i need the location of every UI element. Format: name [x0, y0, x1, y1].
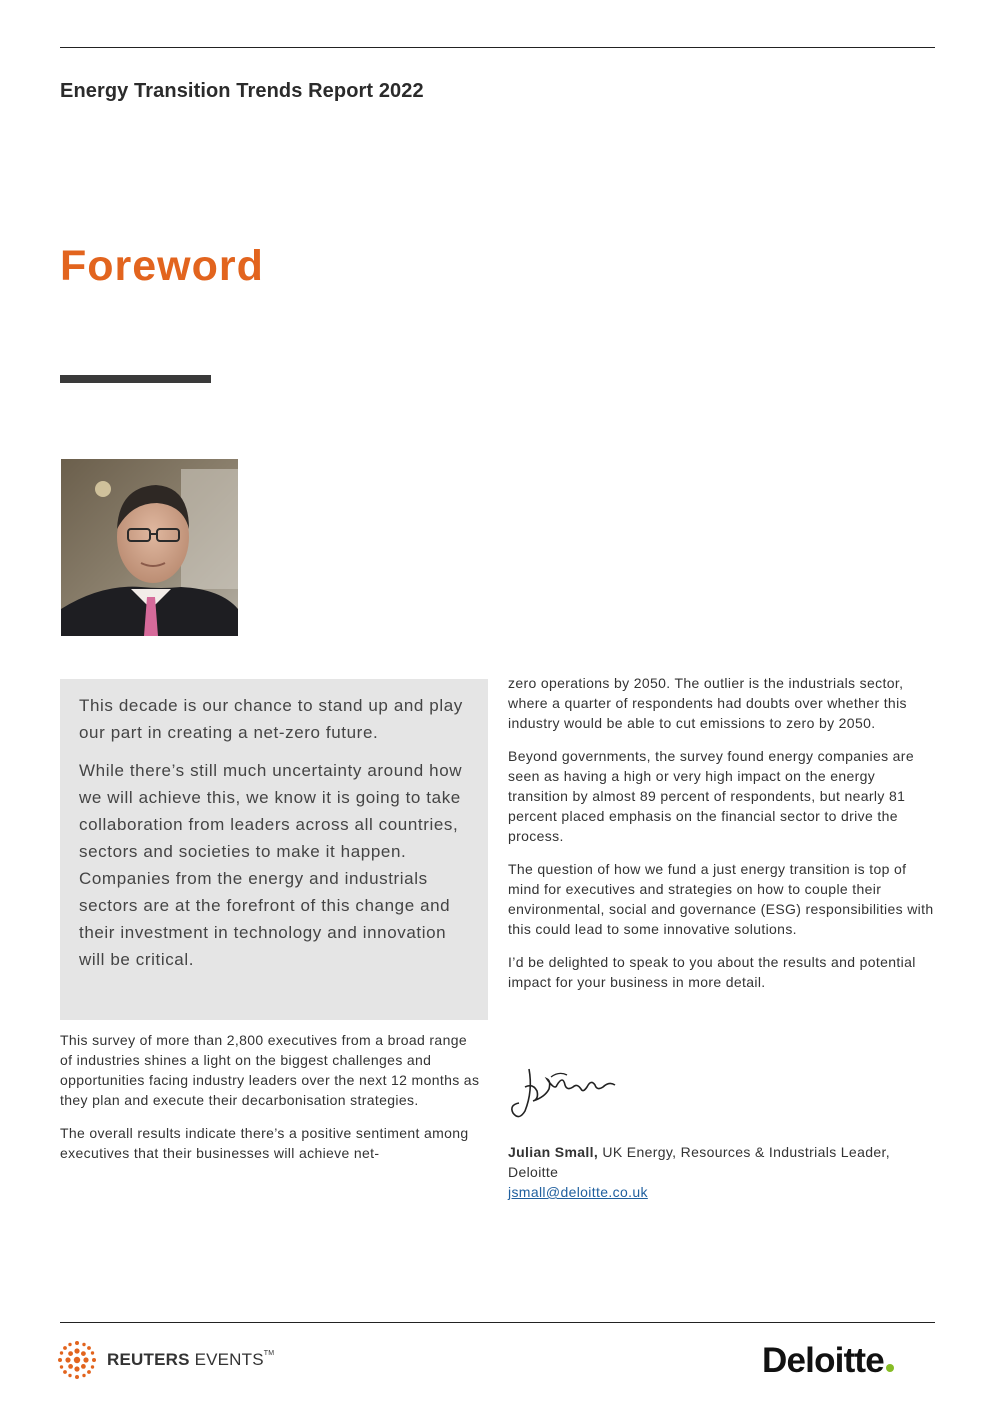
- reuters-wordmark-bold: REUTERS: [107, 1350, 190, 1369]
- body-paragraph: The overall results indicate there’s a positive sentiment among executives that their businesses will achieve net-: [60, 1125, 469, 1161]
- deloitte-green-dot-icon: [886, 1364, 894, 1372]
- reuters-events-logo: [55, 1340, 274, 1380]
- report-title: Energy Transition Trends Report 2022: [60, 80, 424, 102]
- deloitte-wordmark: Deloitte: [762, 1341, 884, 1380]
- quote-paragraph: This decade is our chance to stand up and play our part in creating a net-zero future.: [79, 696, 463, 742]
- heading-underline-bar: [60, 375, 211, 383]
- body-paragraph: The question of how we fund a just energy transition is top of mind for executives and strategies on how to couple their environmental, social and governance (ESG) responsibilities with this could lead to some innovative solutions.: [508, 861, 934, 937]
- signoff-name: Julian Small,: [508, 1144, 599, 1160]
- body-paragraph: This survey of more than 2,800 executives from a broad range of industries shines a light on the biggest challenges and opportunities facing industry leaders over the next 12 months as they plan and execute their decarbonisation strategies.: [60, 1032, 480, 1108]
- quote-paragraph: While there’s still much uncertainty around how we will achieve this, we know it is going to take collaboration from leaders across all countries, sectors and societies to make it happen. Companies from the energy and industrials sectors are at the forefront of this change and their investment in technology and innovation will be critical.: [79, 761, 463, 969]
- body-paragraph: Beyond governments, the survey found energy companies are seen as having a high or very high impact on the energy transition by almost 89 percent of respondents, but nearly 81 percent placed emphasis on the financial sector to drive the process.: [508, 748, 914, 844]
- signoff-name-role: [508, 1142, 938, 1182]
- reuters-trademark: TM: [263, 1350, 275, 1357]
- handwritten-signature-icon: [507, 1061, 627, 1125]
- portrait-photo-icon: [61, 459, 238, 636]
- page-heading: Foreword: [60, 242, 264, 290]
- signature: [507, 1061, 627, 1125]
- body-paragraph: zero operations by 2050. The outlier is the industrials sector, where a quarter of respondents had doubts over whether this industry would be able to cut emissions to zero by 2050.: [508, 675, 907, 731]
- header-rule: [60, 47, 935, 48]
- email-link[interactable]: jsmall@deloitte.co.uk: [508, 1184, 648, 1200]
- reuters-dot-mark-icon: [55, 1338, 99, 1382]
- body-column-right: [508, 673, 938, 1005]
- deloitte-logo: [762, 1339, 894, 1383]
- reuters-wordmark: [107, 1350, 274, 1370]
- signoff-block: [508, 1142, 938, 1202]
- footer-rule: [60, 1322, 935, 1323]
- signoff-role: UK Energy, Resources & Industrials Leader, Deloitte: [508, 1144, 890, 1180]
- body-paragraph: I’d be delighted to speak to you about the results and potential impact for your business in more detail.: [508, 954, 916, 990]
- body-column-left: [60, 1030, 480, 1176]
- pull-quote-box: [60, 679, 488, 1020]
- author-portrait: [61, 459, 238, 636]
- reuters-wordmark-light: EVENTS: [189, 1350, 264, 1369]
